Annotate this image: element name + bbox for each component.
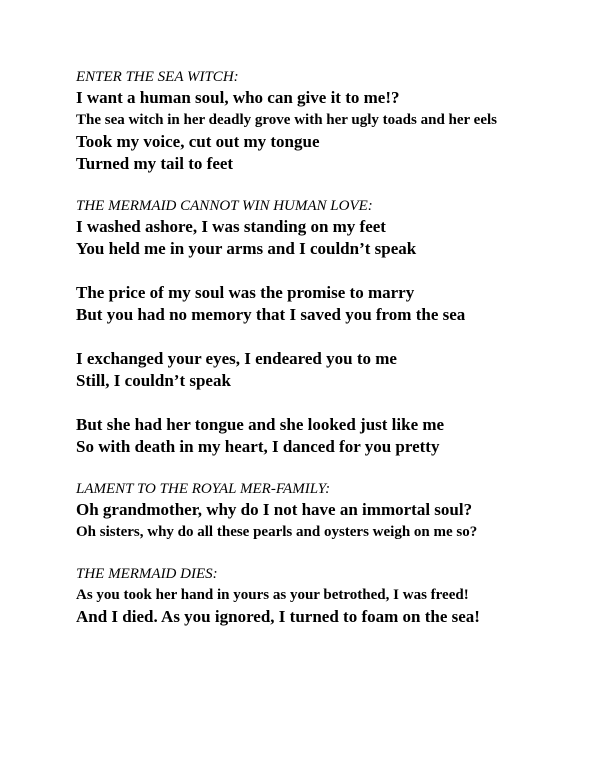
poem-line: The price of my soul was the promise to marry [76,283,415,302]
stanza-human-love [76,197,596,260]
poem-line: Oh grandmother, why do I not have an immortal soul? [76,500,473,519]
stanza-her-tongue [76,414,596,458]
poem-line: You held me in your arms and I couldn’t speak [76,239,417,258]
poem-line: I exchanged your eyes, I endeared you to me [76,349,397,368]
stanza-lament [76,480,596,543]
poem-line: I want a human soul, who can give it to me!? [76,88,400,107]
stanza-mermaid-dies [76,565,596,628]
stanza-gap [76,458,596,480]
stanza-gap [76,543,596,565]
poem-line: Turned my tail to feet [76,154,234,173]
poem-line: So with death in my heart, I danced for you pretty [76,437,440,456]
section-heading: THE MERMAID DIES: [76,566,218,582]
section-heading: THE MERMAID CANNOT WIN HUMAN LOVE: [76,198,373,214]
stanza-gap [76,326,596,348]
poem-line: But you had no memory that I saved you from the sea [76,305,466,324]
stanza-gap [76,260,596,282]
poem-line: But she had her tongue and she looked just like me [76,415,445,434]
stanza-exchanged-eyes [76,348,596,392]
stanza-gap [76,392,596,414]
poem-line: Oh sisters, why do all these pearls and oysters weigh on me so? [76,524,478,540]
poem-line: Took my voice, cut out my tongue [76,132,320,151]
stanza-gap [76,175,596,197]
stanza-sea-witch [76,68,596,175]
section-heading: ENTER THE SEA WITCH: [76,69,239,85]
section-heading: LAMENT TO THE ROYAL MER-FAMILY: [76,481,331,497]
stanza-price-of-soul [76,282,596,326]
poem-line: I washed ashore, I was standing on my feet [76,217,386,236]
poem-line: And I died. As you ignored, I turned to foam on the sea! [76,607,480,626]
poem-page [76,68,596,628]
poem-line: As you took her hand in yours as your betrothed, I was freed! [76,587,469,603]
poem-line: The sea witch in her deadly grove with her ugly toads and her eels [76,112,497,128]
poem-line: Still, I couldn’t speak [76,371,231,390]
